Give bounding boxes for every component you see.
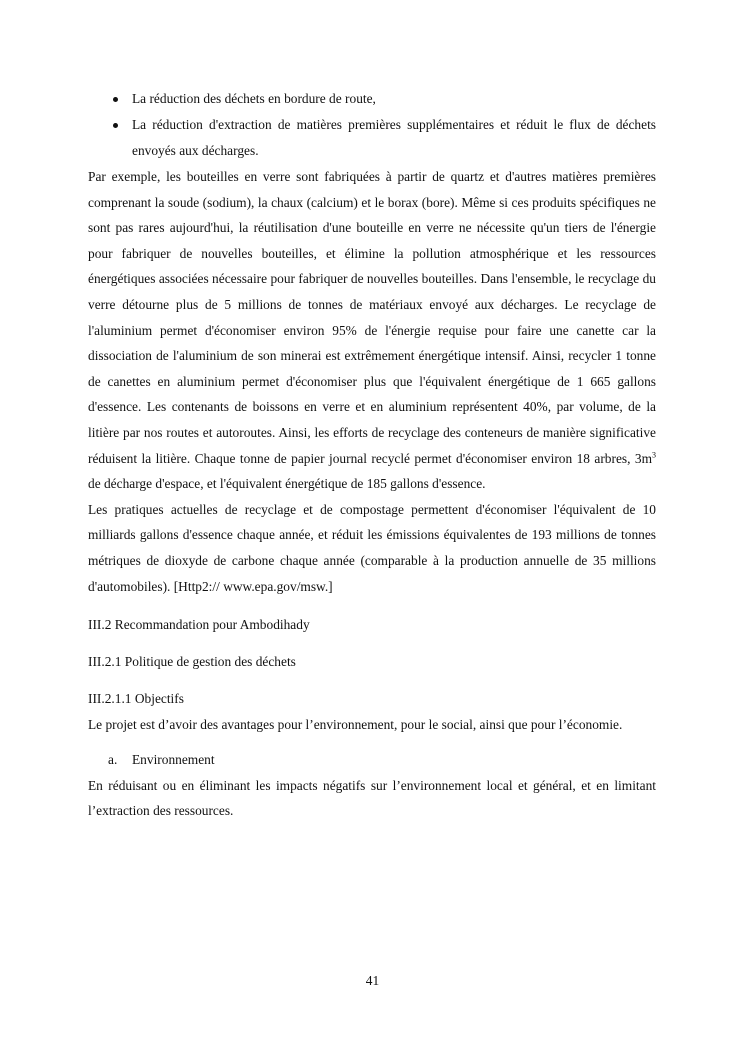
paragraph-project-objectives: Le projet est d’avoir des avantages pour l’environnement, pour le social, ainsi que pour l’économie.: [88, 717, 623, 733]
subsection-heading: III.2.1 Politique de gestion des déchets: [88, 654, 296, 670]
paragraph-text: Par exemple, les bouteilles en verre sont fabriquées à partir de quartz et d'autres matières premières comprenant la soude (sodium), la chaux (calcium) et le borax (bore). Même si ces produits spécifiques ne sont pas rares aujourd'hui, la réutilisation d'une bouteille en verre ne nécessite qu'un tiers de l'énergie pour fabriquer de nouvelles bouteilles, et élimine la pollution atmosphérique et les ressources énergétiques associées nécessaire pour fabriquer de nouvelles bouteilles. Dans l'ensemble, le recyclage du verre détourne plus de 5 millions de tonnes de matériaux envoyé aux décharges. Le recyclage de l'aluminium permet d'économiser environ 95% de l'énergie requise pour faire une canette car la dissociation de l'aluminium de son minerai est extrêmement énergétique intensif. Ainsi, recycler 1 tonne de canettes en aluminium permet d'économiser plus que l'équivalent énergétique de 1 665 gallons d'essence. Les contenants de boissons en verre et en aluminium représentent 40%, par volume, de la litière par nos routes et autoroutes. Ainsi, les efforts de recyclage des conteneurs de manière significative réduisent la litière. Chaque tonne de papier journal recyclé permet d'économiser environ 18 arbres, 3m: [88, 169, 656, 466]
paragraph-glass-aluminium-recycling: [88, 164, 656, 497]
paragraph-text: de décharge d'espace, et l'équivalent énergétique de 185 gallons d'essence.: [88, 476, 486, 492]
section-heading: III.2 Recommandation pour Ambodihady: [88, 617, 310, 633]
superscript: 3: [652, 450, 656, 460]
lettered-list-item: [88, 747, 656, 773]
list-item-label: Environnement: [132, 751, 215, 767]
bullet-list: [88, 86, 656, 164]
bullet-text: La réduction d'extraction de matières premières supplémentaires et réduit le flux de déchets envoyés aux décharges.: [132, 117, 656, 158]
bullet-item: [88, 112, 656, 164]
list-letter: a.: [108, 751, 118, 767]
subsubsection-heading: III.2.1.1 Objectifs: [88, 691, 184, 707]
bullet-dot-icon: [113, 123, 118, 128]
page-number: 41: [365, 973, 380, 988]
paragraph-recycling-practices: Les pratiques actuelles de recyclage et de compostage permettent d'économiser l'équivalent de 10 milliards gallons d'essence chaque année, et réduit les émissions équivalentes de 193 millions de tonnes métriques de dioxyde de carbone chaque année (comparable à la production annuelle de 35 millions d'automobiles). [Http2:// www.epa.gov/msw.]: [88, 501, 656, 594]
bullet-dot-icon: [113, 97, 118, 102]
document-page: [88, 86, 656, 824]
bullet-text: La réduction des déchets en bordure de route,: [132, 91, 376, 106]
paragraph-environment: En réduisant ou en éliminant les impacts négatifs sur l’environnement local et général, et en limitant l’extraction des ressources.: [88, 777, 656, 819]
bullet-item: [88, 86, 656, 112]
